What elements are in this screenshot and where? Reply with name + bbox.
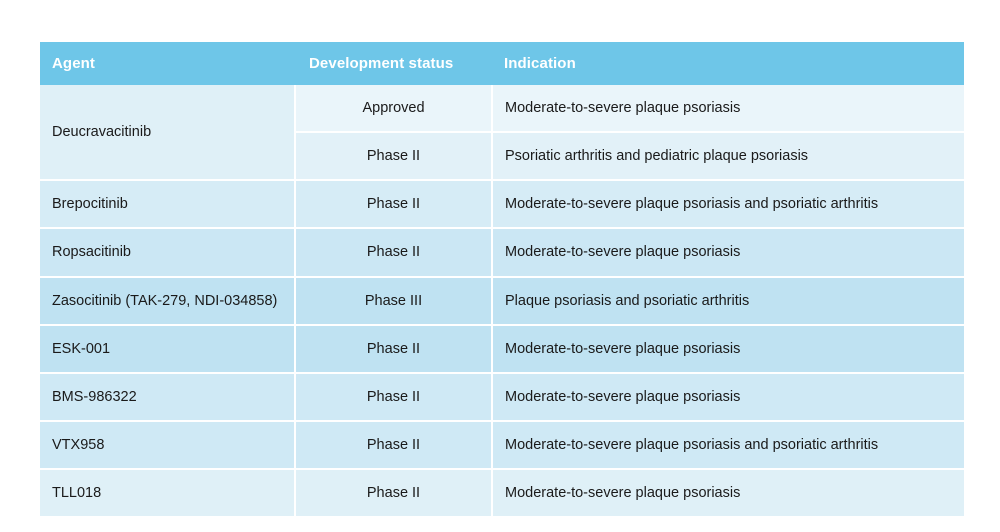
table-row bbox=[40, 469, 964, 517]
cell-indication: Moderate-to-severe plaque psoriasis bbox=[492, 469, 964, 517]
cell-status: Phase III bbox=[295, 277, 492, 325]
cell-agent: Brepocitinib bbox=[40, 180, 295, 228]
cell-indication: Moderate-to-severe plaque psoriasis bbox=[492, 85, 964, 132]
cell-agent: Deucravacitinib bbox=[40, 85, 295, 180]
agents-table-wrapper bbox=[40, 42, 964, 518]
cell-status: Phase II bbox=[295, 132, 492, 180]
cell-status: Phase II bbox=[295, 469, 492, 517]
cell-status: Approved bbox=[295, 85, 492, 132]
table-body bbox=[40, 85, 964, 517]
table-row bbox=[40, 325, 964, 373]
table-row bbox=[40, 277, 964, 325]
table-row bbox=[40, 180, 964, 228]
cell-agent: Ropsacitinib bbox=[40, 228, 295, 276]
table-row bbox=[40, 85, 964, 132]
cell-status: Phase II bbox=[295, 228, 492, 276]
table-row bbox=[40, 228, 964, 276]
cell-status: Phase II bbox=[295, 180, 492, 228]
cell-agent: VTX958 bbox=[40, 421, 295, 469]
cell-indication: Moderate-to-severe plaque psoriasis and psoriatic arthritis bbox=[492, 421, 964, 469]
cell-indication: Moderate-to-severe plaque psoriasis bbox=[492, 325, 964, 373]
column-header-agent: Agent bbox=[40, 42, 295, 85]
table-header-row bbox=[40, 42, 964, 85]
cell-agent: TLL018 bbox=[40, 469, 295, 517]
table-header bbox=[40, 42, 964, 85]
cell-indication: Moderate-to-severe plaque psoriasis bbox=[492, 373, 964, 421]
column-header-indication: Indication bbox=[492, 42, 964, 85]
cell-status: Phase II bbox=[295, 421, 492, 469]
table-row bbox=[40, 373, 964, 421]
cell-agent: ESK-001 bbox=[40, 325, 295, 373]
cell-agent: BMS-986322 bbox=[40, 373, 295, 421]
cell-status: Phase II bbox=[295, 373, 492, 421]
cell-indication: Plaque psoriasis and psoriatic arthritis bbox=[492, 277, 964, 325]
agents-table bbox=[40, 42, 964, 518]
cell-indication: Psoriatic arthritis and pediatric plaque psoriasis bbox=[492, 132, 964, 180]
cell-status: Phase II bbox=[295, 325, 492, 373]
column-header-development-status: Development status bbox=[295, 42, 492, 85]
cell-indication: Moderate-to-severe plaque psoriasis and psoriatic arthritis bbox=[492, 180, 964, 228]
cell-agent: Zasocitinib (TAK-279, NDI-034858) bbox=[40, 277, 295, 325]
cell-indication: Moderate-to-severe plaque psoriasis bbox=[492, 228, 964, 276]
table-row bbox=[40, 421, 964, 469]
